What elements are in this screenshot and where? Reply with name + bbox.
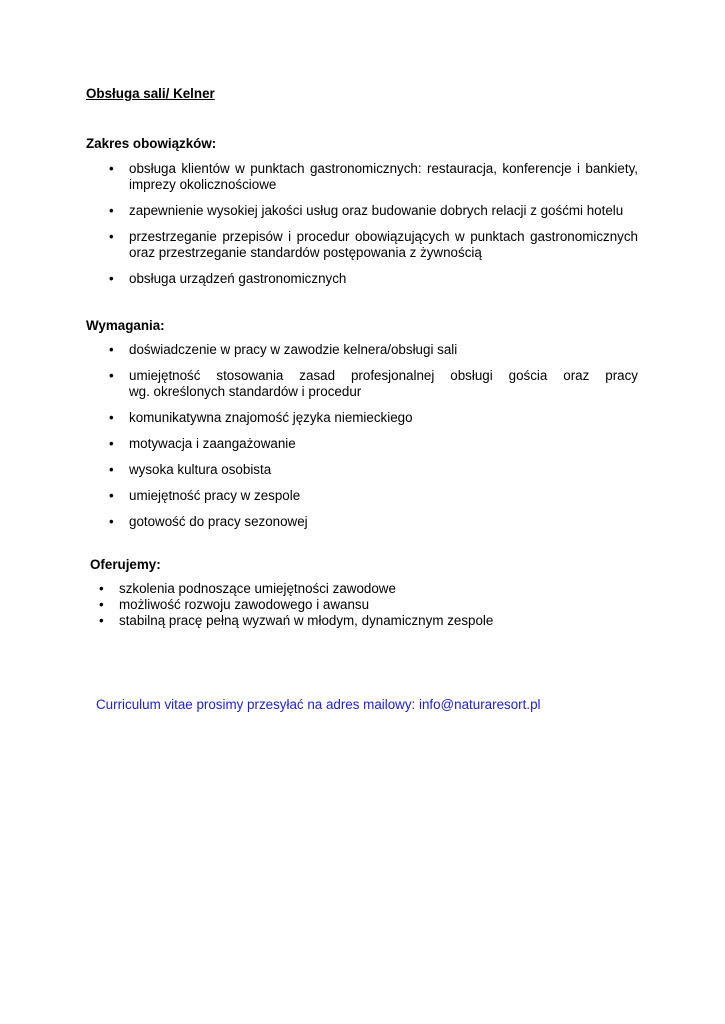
list-item — [76, 581, 628, 597]
list-item — [86, 436, 638, 452]
list-item-text-cont: wg. określonych standardów i procedur — [129, 384, 362, 399]
list-item-text: gotowość do pracy sezonowej — [129, 514, 308, 529]
list-item — [86, 203, 638, 219]
list-item-text: przestrzeganie przepisów i procedur obowiązujących w punktach gastronomicznych — [129, 229, 638, 244]
page-title: Obsługa sali/ Kelner — [86, 86, 215, 101]
bullet-icon: • — [109, 271, 114, 286]
list-item-text: komunikatywna znajomość języka niemieckiego — [129, 410, 413, 425]
bullet-icon: • — [109, 514, 114, 529]
list-item — [86, 488, 638, 504]
list-item-text: możliwość rozwoju zawodowego i awansu — [119, 597, 370, 612]
list-item-text: obsługa klientów w punktach gastronomicznych: restauracja, konferencje i bankiety, — [129, 161, 638, 176]
list-item-text: obsługa urządzeń gastronomicznych — [129, 271, 347, 286]
bullet-icon: • — [109, 229, 114, 244]
list-item — [86, 410, 638, 426]
bullet-icon: • — [99, 613, 104, 628]
list-item — [86, 368, 638, 400]
bullet-icon: • — [109, 203, 114, 218]
bullet-icon: • — [109, 368, 114, 383]
list-item-text: szkolenia podnoszące umiejętności zawodowe — [119, 581, 396, 596]
list-item-text: umiejętność stosowania zasad profesjonalnej obsługi gościa oraz pracy — [129, 368, 638, 383]
bullet-icon: • — [109, 462, 114, 477]
list-item — [76, 597, 628, 613]
requirements-list — [86, 342, 638, 540]
bullet-icon: • — [109, 410, 114, 425]
list-item — [86, 161, 638, 193]
contact-note: Curriculum vitae prosimy przesyłać na adres mailowy: info@naturaresort.pl — [96, 697, 541, 712]
list-item-text: umiejętność pracy w zespole — [129, 488, 301, 503]
section-heading-duties: Zakres obowiązków: — [86, 136, 217, 151]
list-item — [86, 229, 638, 261]
list-item-text: stabilną pracę pełną wyzwań w młodym, dynamicznym zespole — [119, 613, 494, 628]
duties-list — [86, 161, 638, 297]
list-item-text: zapewnienie wysokiej jakości usług oraz budowanie dobrych relacji z gośćmi hotelu — [129, 203, 624, 218]
list-item-text-cont: imprezy okolicznościowe — [129, 177, 277, 192]
section-heading-offer: Oferujemy: — [90, 557, 161, 572]
list-item — [86, 271, 638, 287]
list-item — [76, 613, 628, 629]
offer-list — [76, 581, 628, 629]
list-item-text-cont: oraz przestrzeganie standardów postępowania z żywnością — [129, 245, 482, 260]
section-heading-requirements: Wymagania: — [86, 318, 165, 333]
bullet-icon: • — [109, 488, 114, 503]
list-item-text: motywacja i zaangażowanie — [129, 436, 296, 451]
list-item — [86, 462, 638, 478]
bullet-icon: • — [109, 161, 114, 176]
bullet-icon: • — [99, 581, 104, 596]
list-item — [86, 514, 638, 530]
list-item-text: doświadczenie w pracy w zawodzie kelnera/obsługi sali — [129, 342, 458, 357]
bullet-icon: • — [109, 436, 114, 451]
bullet-icon: • — [99, 597, 104, 612]
list-item-text: wysoka kultura osobista — [129, 462, 272, 477]
list-item — [86, 342, 638, 358]
bullet-icon: • — [109, 342, 114, 357]
